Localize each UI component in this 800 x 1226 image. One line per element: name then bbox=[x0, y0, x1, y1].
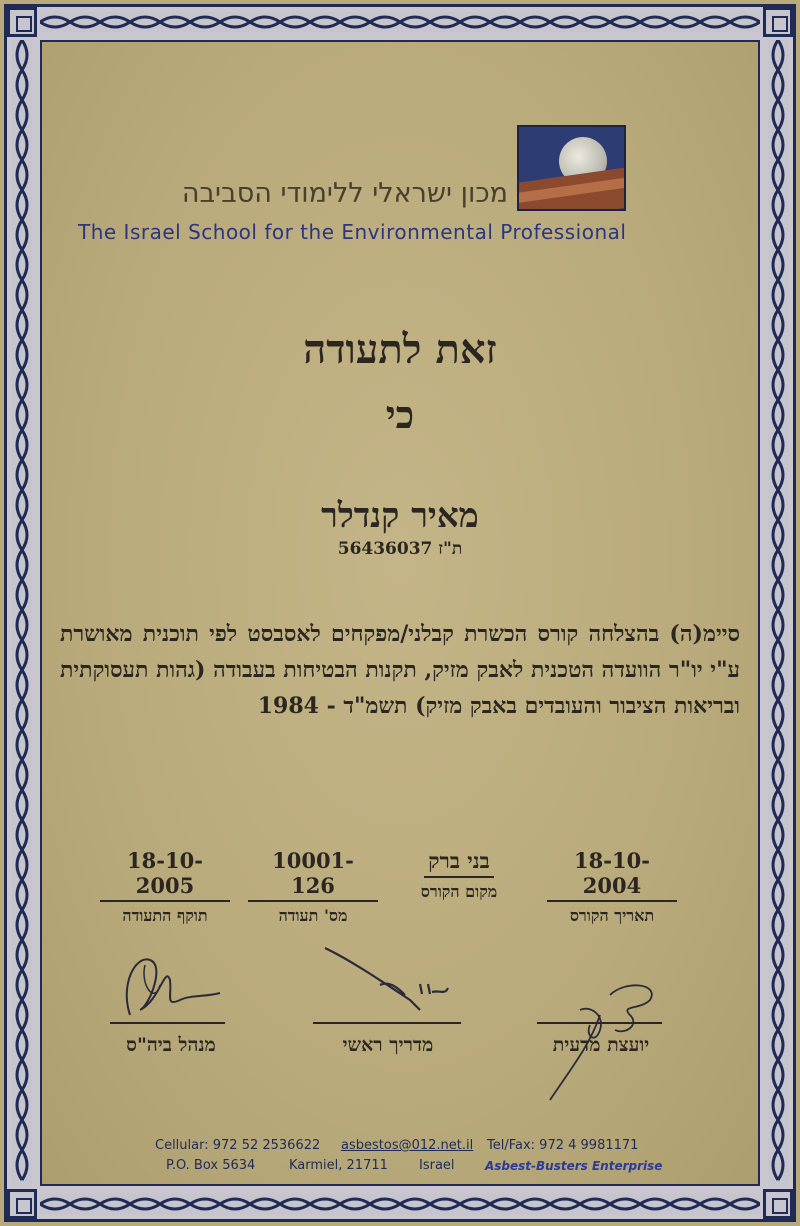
corner-ornament-top-right bbox=[763, 7, 793, 37]
certificate-number-field bbox=[248, 848, 378, 926]
director-signature-line bbox=[110, 1022, 225, 1024]
footer-line-1 bbox=[0, 1138, 800, 1156]
director-label: מנהל ביה"ס bbox=[126, 1034, 216, 1056]
footer-cellular: Cellular: 972 52 2536622 bbox=[155, 1138, 321, 1153]
course-date-value: 18-10-2004 bbox=[547, 848, 677, 902]
scientific-advisor-signature-line bbox=[537, 1022, 662, 1024]
corner-ornament-top-left bbox=[7, 7, 37, 37]
footer-line-2 bbox=[0, 1158, 800, 1176]
top-border-chain bbox=[40, 12, 760, 32]
chief-instructor-signature-line bbox=[313, 1022, 461, 1024]
director-signature bbox=[110, 945, 230, 1025]
certificate-number-label: מס' תעודה bbox=[278, 906, 348, 925]
left-border-chain bbox=[12, 40, 32, 1186]
corner-ornament-bottom-right bbox=[763, 1189, 793, 1219]
footer-email-link[interactable]: asbestos@012.net.il bbox=[341, 1138, 474, 1153]
scientific-advisor-label: יועצת מדעית bbox=[552, 1034, 650, 1056]
footer-brand: Asbest-Busters Enterprise bbox=[485, 1159, 663, 1173]
recipient-id: ת"ז 56436037 bbox=[337, 539, 463, 559]
course-location-value: בני ברק bbox=[424, 848, 493, 878]
chief-instructor-label: מדריך ראשי bbox=[342, 1034, 434, 1056]
footer-city: Karmiel, 21711 bbox=[289, 1158, 388, 1173]
school-name-english: The Israel School for the Environmental Professional bbox=[78, 220, 627, 244]
bottom-border-chain bbox=[40, 1194, 760, 1214]
validity-value: 18-10-2005 bbox=[100, 848, 230, 902]
certificate-subtitle: כי bbox=[385, 392, 415, 437]
school-name-hebrew: מכון ישראלי ללימודי הסביבה bbox=[181, 178, 508, 209]
recipient-name: מאיר קנדלר bbox=[321, 496, 479, 536]
corner-ornament-bottom-left bbox=[7, 1189, 37, 1219]
certificate-statement: סיימ(ה) בהצלחה קורס הכשרת קבלני/מפקחים לאסבסט לפי תוכנית מאושרת ע"י יו"ר הוועדה הטכנית לאבק מזיק, תקנות הבטיחות בעבודה (גהות תעסוקתית ובריאות הציבור והעובדים באבק מזיק) תשמ"ד - 1984 bbox=[60, 621, 740, 719]
course-location-label: מקום הקורס bbox=[420, 882, 498, 901]
chief-instructor-signature bbox=[320, 940, 460, 1020]
course-location-field bbox=[394, 848, 524, 902]
school-logo bbox=[517, 125, 626, 211]
validity-label: תוקף התעודה bbox=[122, 906, 208, 925]
footer-telfax: Tel/Fax: 972 4 9981171 bbox=[487, 1138, 639, 1153]
validity-field bbox=[100, 848, 230, 926]
course-date-field bbox=[547, 848, 677, 926]
footer-country: Israel bbox=[419, 1158, 455, 1173]
footer-pobox: P.O. Box 5634 bbox=[166, 1158, 256, 1173]
right-border-chain bbox=[768, 40, 788, 1186]
course-date-label: תאריך הקורס bbox=[569, 906, 655, 925]
certificate-number-value: 10001-126 bbox=[248, 848, 378, 902]
certificate-title: זאת לתעודה bbox=[303, 326, 497, 373]
